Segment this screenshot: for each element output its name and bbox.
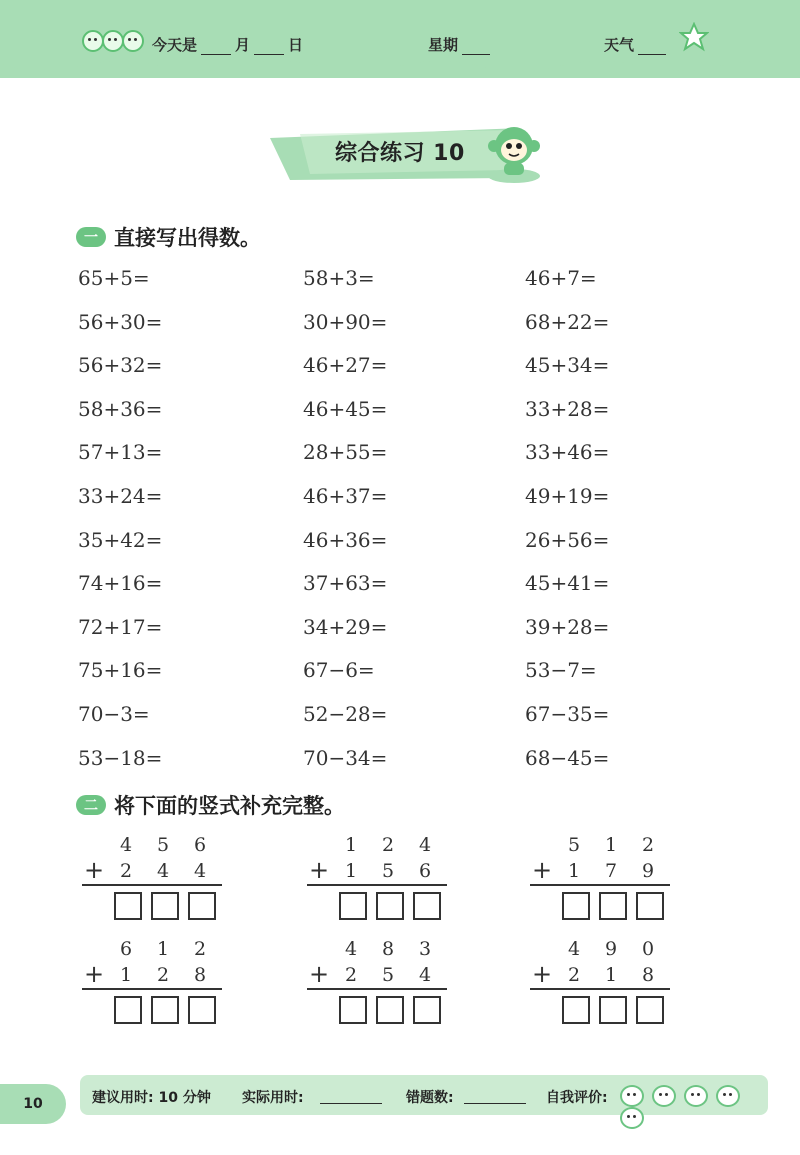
addend-digit: 8 bbox=[193, 964, 207, 986]
plus-sign: + bbox=[84, 856, 105, 884]
problem-item: 46+7= bbox=[525, 266, 597, 290]
addend-digit: 6 bbox=[418, 860, 432, 882]
addend-digit: 4 bbox=[156, 860, 170, 882]
sum-rule-line bbox=[82, 884, 222, 886]
self-eval-faces bbox=[620, 1085, 768, 1129]
month-label: 月 bbox=[235, 36, 251, 54]
section-badge: 二 bbox=[76, 795, 106, 815]
problem-item: 56+32= bbox=[78, 353, 163, 378]
face-icon[interactable] bbox=[684, 1085, 708, 1107]
problem-item: 45+34= bbox=[525, 353, 610, 378]
addend-digit: 4 bbox=[418, 834, 432, 856]
problem-item: 34+29= bbox=[303, 614, 388, 639]
answer-box[interactable] bbox=[114, 892, 142, 920]
answer-box[interactable] bbox=[413, 892, 441, 920]
face-icon[interactable] bbox=[652, 1085, 676, 1107]
problem-item: 37+63= bbox=[303, 571, 388, 596]
self-eval-label: 自我评价: bbox=[546, 1090, 608, 1106]
addend-digit: 9 bbox=[604, 938, 618, 960]
addend-digit: 1 bbox=[604, 964, 618, 986]
addend-digit: 9 bbox=[641, 860, 655, 882]
addend-digit: 5 bbox=[156, 834, 170, 856]
answer-box[interactable] bbox=[562, 892, 590, 920]
vertical-sum bbox=[530, 834, 680, 924]
sum-rule-line bbox=[307, 988, 447, 990]
problem-item: 53−7= bbox=[525, 658, 597, 683]
addend-digit: 5 bbox=[567, 834, 581, 856]
face-icon[interactable] bbox=[620, 1107, 644, 1129]
addend-digit: 4 bbox=[567, 938, 581, 960]
addend-digit: 4 bbox=[344, 938, 358, 960]
header-wave bbox=[0, 58, 800, 82]
addend-digit: 4 bbox=[418, 964, 432, 986]
problem-item: 46+45= bbox=[303, 396, 388, 421]
section-badge: 一 bbox=[76, 227, 106, 247]
suggested-time: 建议用时: 10 分钟 bbox=[92, 1090, 211, 1106]
section-title: 直接写出得数。 bbox=[114, 226, 261, 250]
problem-item: 52−28= bbox=[303, 702, 388, 726]
error-count-blank[interactable] bbox=[464, 1089, 526, 1104]
problem-item: 45+41= bbox=[525, 571, 610, 596]
addend-digit: 2 bbox=[344, 964, 358, 986]
addend-digit: 2 bbox=[193, 938, 207, 960]
problem-item: 58+36= bbox=[78, 396, 163, 421]
problem-item: 67−6= bbox=[303, 658, 375, 683]
answer-box[interactable] bbox=[562, 996, 590, 1024]
answer-box[interactable] bbox=[151, 892, 179, 920]
weather-label: 天气 bbox=[604, 36, 635, 54]
addend-digit: 2 bbox=[567, 964, 581, 986]
addend-digit: 8 bbox=[381, 938, 395, 960]
problem-item: 28+55= bbox=[303, 440, 388, 465]
today-label: 今天是 bbox=[152, 36, 198, 54]
vertical-sum bbox=[82, 938, 232, 1028]
day-label: 日 bbox=[288, 36, 304, 54]
section-title: 将下面的竖式补充完整。 bbox=[114, 794, 345, 818]
problem-item: 70−34= bbox=[303, 745, 388, 770]
header-mascot-icons bbox=[82, 30, 142, 52]
actual-time-blank[interactable] bbox=[320, 1089, 382, 1104]
problem-item: 35+42= bbox=[78, 527, 163, 552]
section-2-heading bbox=[76, 790, 345, 820]
answer-box[interactable] bbox=[114, 996, 142, 1024]
sum-rule-line bbox=[82, 988, 222, 990]
addend-digit: 1 bbox=[119, 964, 133, 986]
answer-box[interactable] bbox=[339, 892, 367, 920]
answer-box[interactable] bbox=[413, 996, 441, 1024]
answer-box[interactable] bbox=[636, 996, 664, 1024]
vertical-sum bbox=[82, 834, 232, 924]
face-icon bbox=[82, 30, 104, 52]
section-1-heading bbox=[76, 222, 261, 252]
addend-digit: 3 bbox=[418, 938, 432, 960]
face-icon bbox=[122, 30, 144, 52]
problem-item: 68−45= bbox=[525, 745, 610, 770]
problem-item: 74+16= bbox=[78, 571, 163, 596]
day-blank[interactable] bbox=[254, 54, 284, 55]
addend-digit: 6 bbox=[193, 834, 207, 856]
addend-digit: 1 bbox=[604, 834, 618, 856]
addend-digit: 1 bbox=[567, 860, 581, 882]
addend-digit: 0 bbox=[641, 938, 655, 960]
page-title: 综合练习 10 bbox=[335, 141, 465, 166]
addend-digit: 1 bbox=[344, 860, 358, 882]
problem-item: 49+19= bbox=[525, 484, 610, 508]
sum-rule-line bbox=[530, 884, 670, 886]
answer-box[interactable] bbox=[636, 892, 664, 920]
answer-box[interactable] bbox=[339, 996, 367, 1024]
problem-item: 33+24= bbox=[78, 484, 163, 508]
answer-box[interactable] bbox=[188, 996, 216, 1024]
addend-digit: 2 bbox=[156, 964, 170, 986]
date-line bbox=[152, 34, 303, 55]
addend-digit: 2 bbox=[381, 834, 395, 856]
sum-rule-line bbox=[530, 988, 670, 990]
problem-item: 46+37= bbox=[303, 484, 388, 508]
addend-digit: 5 bbox=[381, 964, 395, 986]
problem-item: 72+17= bbox=[78, 614, 163, 639]
weekday-label: 星期 bbox=[428, 36, 459, 54]
sum-rule-line bbox=[307, 884, 447, 886]
problem-item: 65+5= bbox=[78, 266, 150, 290]
problem-item: 46+36= bbox=[303, 527, 388, 552]
face-icon[interactable] bbox=[716, 1085, 740, 1107]
answer-box[interactable] bbox=[188, 892, 216, 920]
answer-box[interactable] bbox=[599, 892, 627, 920]
problem-item: 67−35= bbox=[525, 702, 610, 726]
monkey-mascot-icon bbox=[484, 118, 544, 184]
addend-digit: 7 bbox=[604, 860, 618, 882]
problem-item: 58+3= bbox=[303, 266, 375, 290]
problem-item: 75+16= bbox=[78, 658, 163, 683]
problem-item: 68+22= bbox=[525, 309, 610, 334]
problem-item: 57+13= bbox=[78, 440, 163, 465]
plus-sign: + bbox=[532, 856, 553, 884]
weather-blank[interactable] bbox=[638, 54, 666, 55]
star-icon bbox=[679, 22, 709, 52]
page-number: 10 bbox=[0, 1084, 66, 1124]
weekday-blank[interactable] bbox=[462, 54, 490, 55]
problem-item: 33+28= bbox=[525, 396, 610, 421]
problem-item: 46+27= bbox=[303, 353, 388, 378]
problem-item: 33+46= bbox=[525, 440, 610, 465]
footer-bar bbox=[80, 1075, 768, 1115]
error-count-label: 错题数: bbox=[406, 1090, 454, 1106]
problem-item: 30+90= bbox=[303, 309, 388, 334]
plus-sign: + bbox=[309, 960, 330, 988]
addend-digit: 4 bbox=[193, 860, 207, 882]
month-blank[interactable] bbox=[201, 54, 231, 55]
answer-box[interactable] bbox=[151, 996, 179, 1024]
vertical-sum bbox=[307, 938, 457, 1028]
problem-item: 53−18= bbox=[78, 745, 163, 770]
face-icon bbox=[102, 30, 124, 52]
answer-box[interactable] bbox=[376, 892, 404, 920]
problem-item: 70−3= bbox=[78, 702, 150, 726]
weather-line bbox=[604, 34, 670, 55]
plus-sign: + bbox=[532, 960, 553, 988]
plus-sign: + bbox=[84, 960, 105, 988]
answer-box[interactable] bbox=[599, 996, 627, 1024]
plus-sign: + bbox=[309, 856, 330, 884]
problem-item: 39+28= bbox=[525, 614, 610, 639]
addend-digit: 8 bbox=[641, 964, 655, 986]
addend-digit: 5 bbox=[381, 860, 395, 882]
addend-digit: 1 bbox=[344, 834, 358, 856]
vertical-sum bbox=[530, 938, 680, 1028]
problem-item: 26+56= bbox=[525, 527, 610, 552]
actual-time-label: 实际用时: bbox=[242, 1090, 304, 1106]
addend-digit: 2 bbox=[641, 834, 655, 856]
weekday-line bbox=[428, 34, 494, 55]
addend-digit: 4 bbox=[119, 834, 133, 856]
addend-digit: 2 bbox=[119, 860, 133, 882]
face-icon[interactable] bbox=[620, 1085, 644, 1107]
vertical-sum bbox=[307, 834, 457, 924]
addend-digit: 1 bbox=[156, 938, 170, 960]
problem-item: 56+30= bbox=[78, 309, 163, 334]
addend-digit: 6 bbox=[119, 938, 133, 960]
answer-box[interactable] bbox=[376, 996, 404, 1024]
